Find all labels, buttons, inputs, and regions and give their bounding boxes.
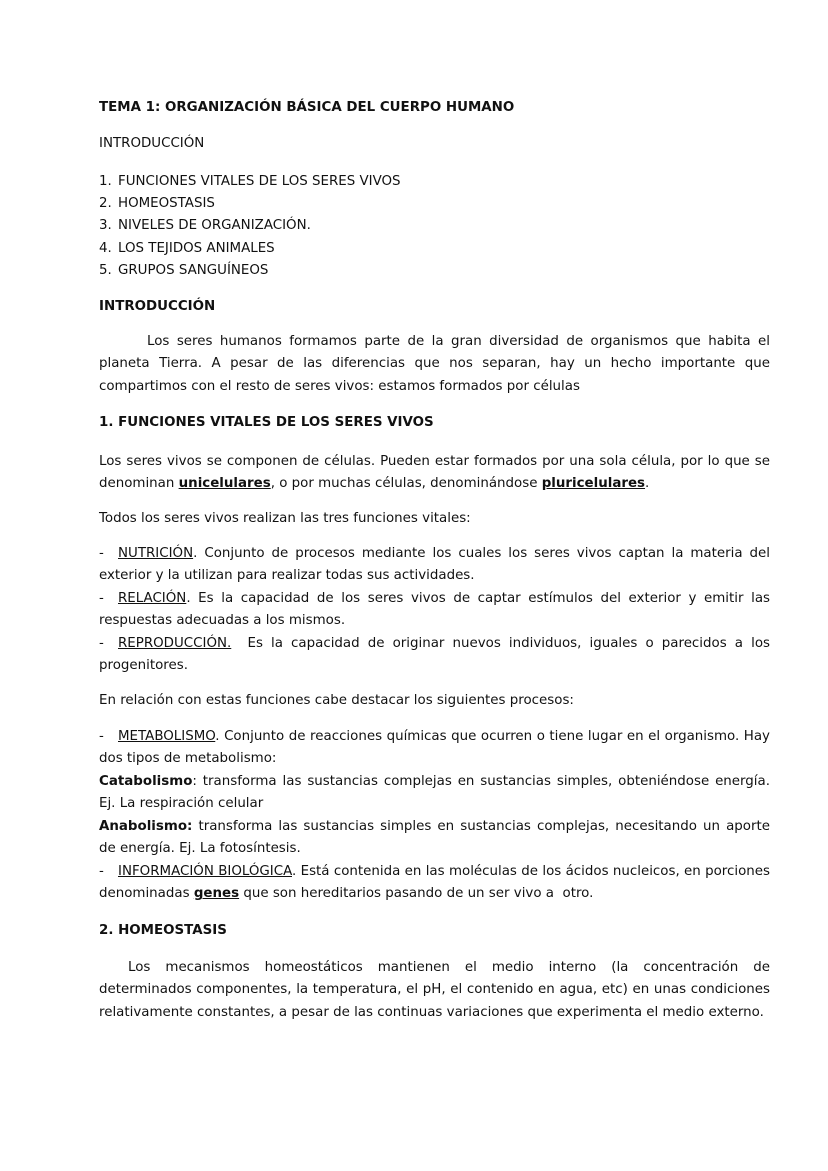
intro-label: INTRODUCCIÓN [99,136,205,151]
bullet-relacion [99,588,770,633]
term-catabolismo: Catabolismo [99,774,193,789]
toc-text: HOMEOSTASIS [118,196,215,212]
toc-number: 4. [99,240,112,256]
text-span: , o por muchas células, denominándose [270,476,542,492]
bullet-informacion-biologica [99,861,770,906]
term-unicelulares: unicelulares [178,476,271,492]
toc-item [99,239,401,261]
section1-heading: 1. FUNCIONES VITALES DE LOS SERES VIVOS [99,415,434,430]
section2-paragraph: Los mecanismos homeostáticos mantienen el medio interno (la concentración de determinados componentes, la temperatura, el pH, el contenido en agua, etc) en unas condiciones relativamente constantes, a pesar de las continuas variaciones que experimenta el medio externo. [99,960,770,1020]
bullet-dash: - [99,729,104,744]
text-span: . [645,476,650,492]
toc-item [99,261,401,283]
bullet-metabolismo [99,726,770,771]
term-metabolismo: METABOLISMO [118,729,216,744]
section1-paragraph-functions: Todos los seres vivos realizan las tres funciones vitales: [99,511,471,526]
bullet-dash: - [99,864,104,879]
toc-text: GRUPOS SANGUÍNEOS [118,262,269,278]
term-nutricion: NUTRICIÓN [118,546,194,561]
term-reproduccion: REPRODUCCIÓN. [118,636,232,651]
bullet-dash: - [99,546,104,561]
term-genes: genes [193,886,240,902]
section1-paragraph-cells [99,451,770,496]
section1-paragraph-processes: En relación con estas funciones cabe destacar los siguientes procesos: [99,693,574,708]
bullet-nutricion [99,543,770,588]
toc-number: 3. [99,218,112,234]
section2-heading: 2. HOMEOSTASIS [99,923,227,938]
text-span: : transforma las sustancias complejas en sustancias simples, obteniéndose energía. Ej. La respiración celular [99,774,770,812]
bullet-dash: - [99,591,104,606]
catabolismo-paragraph [99,771,770,816]
toc-text: FUNCIONES VITALES DE LOS SERES VIVOS [118,174,401,189]
toc-item [99,216,401,238]
text-span: . Está contenida en las moléculas de los ácidos nucleicos, en porciones denominadas [99,864,770,902]
table-of-contents [99,172,401,283]
toc-text: NIVELES DE ORGANIZACIÓN. [118,218,311,234]
text-span: . Conjunto de procesos mediante los cuales los seres vivos captan la materia del exterior y la utilizan para realizar todas sus actividades. [99,546,770,584]
toc-number: 2. [99,196,112,212]
term-anabolismo: Anabolismo: [99,819,193,834]
term-informacion-biologica: INFORMACIÓN BIOLÓGICA [118,864,292,879]
document-title: TEMA 1: ORGANIZACIÓN BÁSICA DEL CUERPO HUMANO [99,100,515,115]
toc-number: 5. [99,262,112,278]
toc-text: LOS TEJIDOS ANIMALES [118,240,275,256]
text-span: que son hereditarios pasando de un ser vivo a otro. [239,886,594,902]
text-span: . Conjunto de reacciones químicas que ocurren o tiene lugar en el organismo. Hay dos tipos de metabolismo: [99,729,770,767]
term-pluricelulares: pluricelulares [541,476,646,492]
text-span: Los seres vivos se componen de células. Pueden estar formados por una sola célula, por lo que se denominan [99,454,770,492]
text-span: Es la capacidad de originar nuevos individuos, iguales o parecidos a los progenitores. [99,636,775,674]
text-span: transforma las sustancias simples en sustancias complejas, necesitando un aporte de energía. Ej. La fotosíntesis. [99,819,770,857]
bullet-reproduccion [99,633,775,678]
anabolismo-paragraph [99,816,770,861]
toc-item [99,194,401,216]
toc-item [99,172,401,194]
toc-number: 1. [99,174,112,189]
intro-heading: INTRODUCCIÓN [99,299,216,314]
intro-paragraph: Los seres humanos formamos parte de la gran diversidad de organismos que habita el planeta Tierra. A pesar de las diferencias que nos separan, hay un hecho importante que compartimos con el resto de seres vivos: estamos formados por células [99,334,770,394]
text-span: . Es la capacidad de los seres vivos de captar estímulos del exterior y emitir las respuestas adecuadas a los mismos. [99,591,770,629]
term-relacion: RELACIÓN [118,591,187,606]
bullet-dash: - [99,636,104,651]
